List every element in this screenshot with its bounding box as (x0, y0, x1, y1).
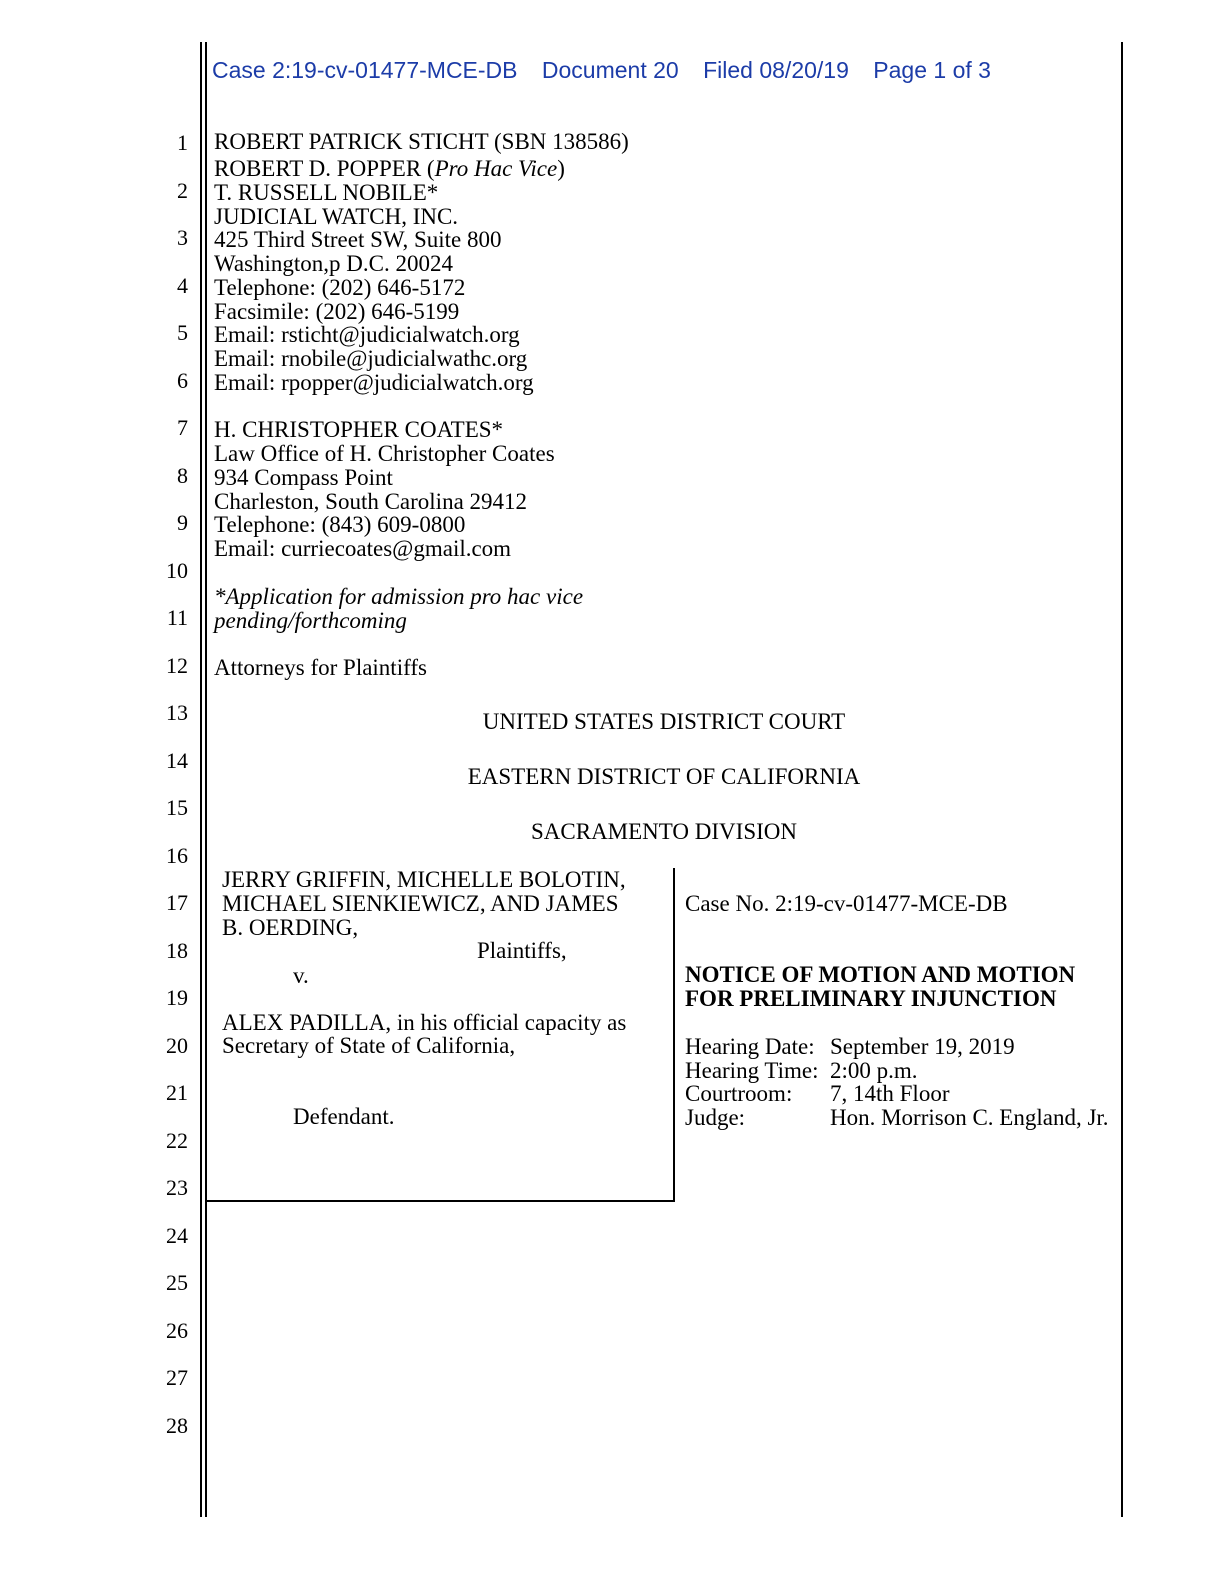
hearing-value: 7, 14th Floor (830, 1081, 950, 1107)
line-number: 1 (177, 130, 188, 155)
plaintiff-line: JERRY GRIFFIN, MICHELLE BOLOTIN, (222, 867, 626, 892)
motion-title: FOR PRELIMINARY INJUNCTION (685, 986, 1057, 1011)
hearing-value: 2:00 p.m. (830, 1057, 918, 1083)
counsel-line: H. CHRISTOPHER COATES* (214, 417, 504, 442)
line-number: 14 (166, 747, 188, 773)
line-number: 9 (177, 510, 188, 535)
defendant-line: Secretary of State of California, (222, 1033, 516, 1058)
counsel-line: Email: curriecoates@gmail.com (214, 536, 512, 561)
line-number: 20 (166, 1032, 188, 1058)
counsel-line: 934 Compass Point (214, 465, 393, 490)
line-number: 24 (166, 1222, 188, 1248)
counsel-line: Telephone: (843) 609-0800 (214, 512, 466, 537)
line-number: 4 (177, 272, 188, 298)
motion-title: NOTICE OF MOTION AND MOTION (685, 962, 1076, 987)
application-note: pending/forthcoming (214, 608, 407, 633)
line-number: 8 (177, 462, 188, 488)
counsel-line: Email: rnobile@judicialwathc.org (214, 346, 528, 371)
hearing-label: Hearing Date: (685, 1034, 815, 1059)
counsel-line: Charleston, South Carolina 29412 (214, 489, 528, 514)
line-number: 12 (166, 652, 188, 678)
counsel-line: ROBERT PATRICK STICHT (SBN 138586) (214, 129, 629, 154)
header-case-number: Case 2:19-cv-01477-MCE-DB (212, 57, 518, 83)
counsel-line: Email: rpopper@judicialwatch.org (214, 370, 534, 395)
line-number: 13 (166, 700, 188, 725)
counsel-line: Facsimile: (202) 646-5199 (214, 299, 460, 324)
plaintiff-line: MICHAEL SIENKIEWICZ, AND JAMES (222, 891, 619, 916)
line-number: 27 (166, 1365, 188, 1390)
counsel-line: Email: rsticht@judicialwatch.org (214, 322, 520, 347)
line-number: 25 (166, 1270, 188, 1295)
line-number: 23 (166, 1175, 188, 1200)
header-document-number: Document 20 (541, 57, 679, 83)
plaintiff-line: B. OERDING, (222, 915, 359, 940)
line-number: 28 (166, 1412, 188, 1438)
header-filed-date: Filed 08/20/19 (703, 57, 849, 83)
caption-divider-bottom (207, 1200, 675, 1202)
hearing-label: Courtroom: (685, 1081, 793, 1107)
caption-divider-vertical (673, 868, 675, 1202)
counsel-line: JUDICIAL WATCH, INC. (214, 204, 459, 229)
defendant-line: ALEX PADILLA, in his official capacity as (222, 1010, 627, 1035)
left-margin-rule-outer (200, 42, 202, 1517)
hearing-value: September 19, 2019 (830, 1034, 1015, 1059)
counsel-line-popper: ROBERT D. POPPER (Pro Hac Vice) (214, 156, 565, 181)
line-number: 16 (166, 842, 188, 868)
right-margin-rule (1121, 42, 1123, 1517)
header-page-count: Page 1 of 3 (873, 57, 991, 83)
versus: v. (293, 963, 309, 988)
case-number: Case No. 2:19-cv-01477-MCE-DB (685, 891, 1008, 916)
hearing-label: Judge: (685, 1104, 746, 1130)
court-district: EASTERN DISTRICT OF CALIFORNIA (467, 764, 861, 789)
line-number: 2 (177, 177, 188, 203)
line-number: 10 (166, 557, 188, 583)
line-number: 11 (166, 605, 188, 630)
line-number: 18 (166, 937, 188, 963)
line-number: 22 (166, 1127, 188, 1153)
attorneys-for: Attorneys for Plaintiffs (214, 655, 427, 680)
counsel-line: T. RUSSELL NOBILE* (214, 180, 439, 205)
court-name: UNITED STATES DISTRICT COURT (482, 709, 846, 734)
left-margin-rule-inner (205, 42, 207, 1517)
line-number: 19 (166, 985, 188, 1010)
line-number: 26 (166, 1317, 188, 1343)
defendant-label: Defendant. (293, 1104, 395, 1129)
line-number: 17 (166, 890, 188, 915)
line-number: 7 (177, 415, 188, 440)
hearing-value: Hon. Morrison C. England, Jr. (830, 1104, 1109, 1130)
application-note: *Application for admission pro hac vice (214, 584, 584, 609)
line-number: 6 (177, 367, 188, 393)
counsel-line: Washington,p D.C. 20024 (214, 251, 454, 276)
counsel-line: Law Office of H. Christopher Coates (214, 441, 555, 466)
line-number: 5 (177, 320, 188, 345)
plaintiffs-label: Plaintiffs, (477, 938, 567, 963)
line-number: 15 (166, 795, 188, 820)
counsel-line: Telephone: (202) 646-5172 (214, 275, 466, 300)
counsel-line: 425 Third Street SW, Suite 800 (214, 227, 502, 252)
line-number: 21 (166, 1080, 188, 1105)
court-division: SACRAMENTO DIVISION (530, 819, 797, 844)
hearing-label: Hearing Time: (685, 1057, 819, 1083)
line-number: 3 (177, 225, 188, 250)
ecf-header (212, 57, 1009, 84)
